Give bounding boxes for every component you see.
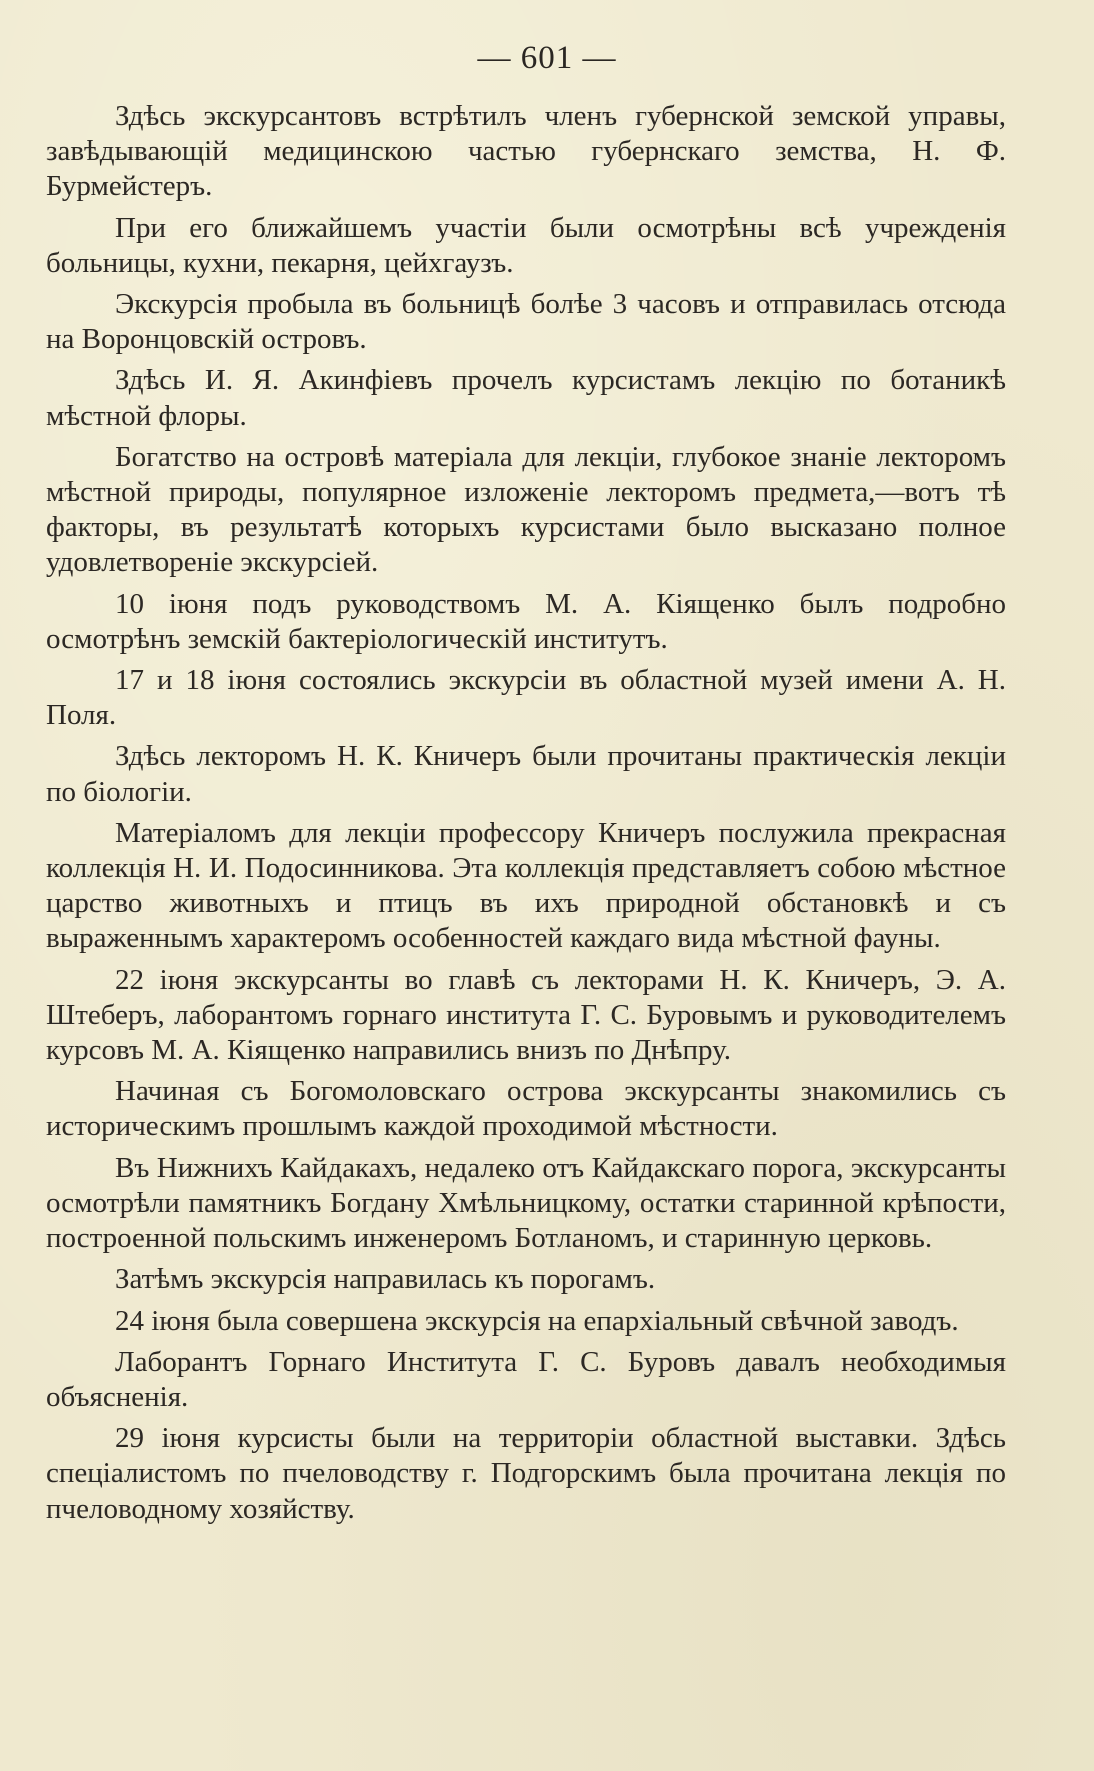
paragraph: Здѣсь экскурсантовъ встрѣтилъ членъ губернской земской управы, завѣдывающій медицинскою частью губернскаго земства, Н. Ф. Бурмейстеръ. — [46, 100, 1006, 203]
paragraph: Въ Нижнихъ Кайдакахъ, недалеко отъ Кайдакскаго порога, экскурсанты осмотрѣли памятникъ Богдану Хмѣльницкому, остатки старинной крѣпости, построенной польскимъ инженеромъ Ботланомъ, и старинную церковь. — [46, 1151, 1006, 1255]
paragraph: 10 іюня подъ руководствомъ М. А. Кіященко былъ подробно осмотрѣнъ земскій бактеріологическій институтъ. — [46, 587, 1006, 655]
paragraph: Экскурсія пробыла въ больницѣ болѣе 3 часовъ и отправилась отсюда на Воронцовскій островъ. — [46, 288, 1006, 356]
paragraph: Лаборантъ Горнаго Института Г. С. Буровъ давалъ необходимыя объясненія. — [46, 1345, 1006, 1413]
paragraph: При его ближайшемъ участіи были осмотрѣны всѣ учрежденія больницы, кухни, пекарня, цейхгаузъ. — [46, 211, 1006, 279]
paragraph: 22 іюня экскурсанты во главѣ съ лекторами Н. К. Кничеръ, Э. А. Штеберъ, лаборантомъ горнаго института Г. С. Буровымъ и руководителемъ курсовъ М. А. Кіященко направились внизъ по Днѣпру. — [46, 963, 1006, 1067]
page-number: — 601 — — [477, 40, 617, 76]
paragraph: Здѣсь лекторомъ Н. К. Кничеръ были прочитаны практическія лекціи по біологіи. — [46, 740, 1006, 808]
paragraph: 29 іюня курсисты были на территоріи областной выставки. Здѣсь спеціалистомъ по пчеловодству г. Подгорскимъ была прочитана лекція по пчеловодному хозяйству. — [46, 1422, 1006, 1525]
body-text — [46, 99, 1006, 1527]
paragraph: 17 и 18 іюня состоялись экскурсіи въ областной музей имени А. Н. Поля. — [46, 664, 1006, 732]
paragraph: Богатство на островѣ матеріала для лекціи, глубокое знаніе лекторомъ мѣстной природы, популярное изложеніе лекторомъ предмета,—вотъ тѣ факторы, въ результатѣ которыхъ курсистами было высказано полное удовлетвореніе экскурсіей. — [46, 440, 1006, 579]
paragraph: Начиная съ Богомоловскаго острова экскурсанты знакомились съ историческимъ прошлымъ каждой проходимой мѣстности. — [46, 1075, 1006, 1143]
paragraph: Здѣсь И. Я. Акинфіевъ прочелъ курсистамъ лекцію по ботаникѣ мѣстной флоры. — [46, 364, 1006, 432]
paragraph: Матеріаломъ для лекціи профессору Кничеръ послужила прекрасная коллекція Н. И. Подосинникова. Эта коллекція представляетъ собою мѣстное царство животныхъ и птицъ въ ихъ природной обстановкѣ и съ выраженнымъ характеромъ особенностей каждаго вида мѣстной фауны. — [46, 816, 1006, 955]
paragraph: 24 іюня была совершена экскурсія на епархіальный свѣчной заводъ. — [115, 1304, 959, 1337]
paragraph: Затѣмъ экскурсія направилась къ порогамъ. — [115, 1263, 656, 1296]
